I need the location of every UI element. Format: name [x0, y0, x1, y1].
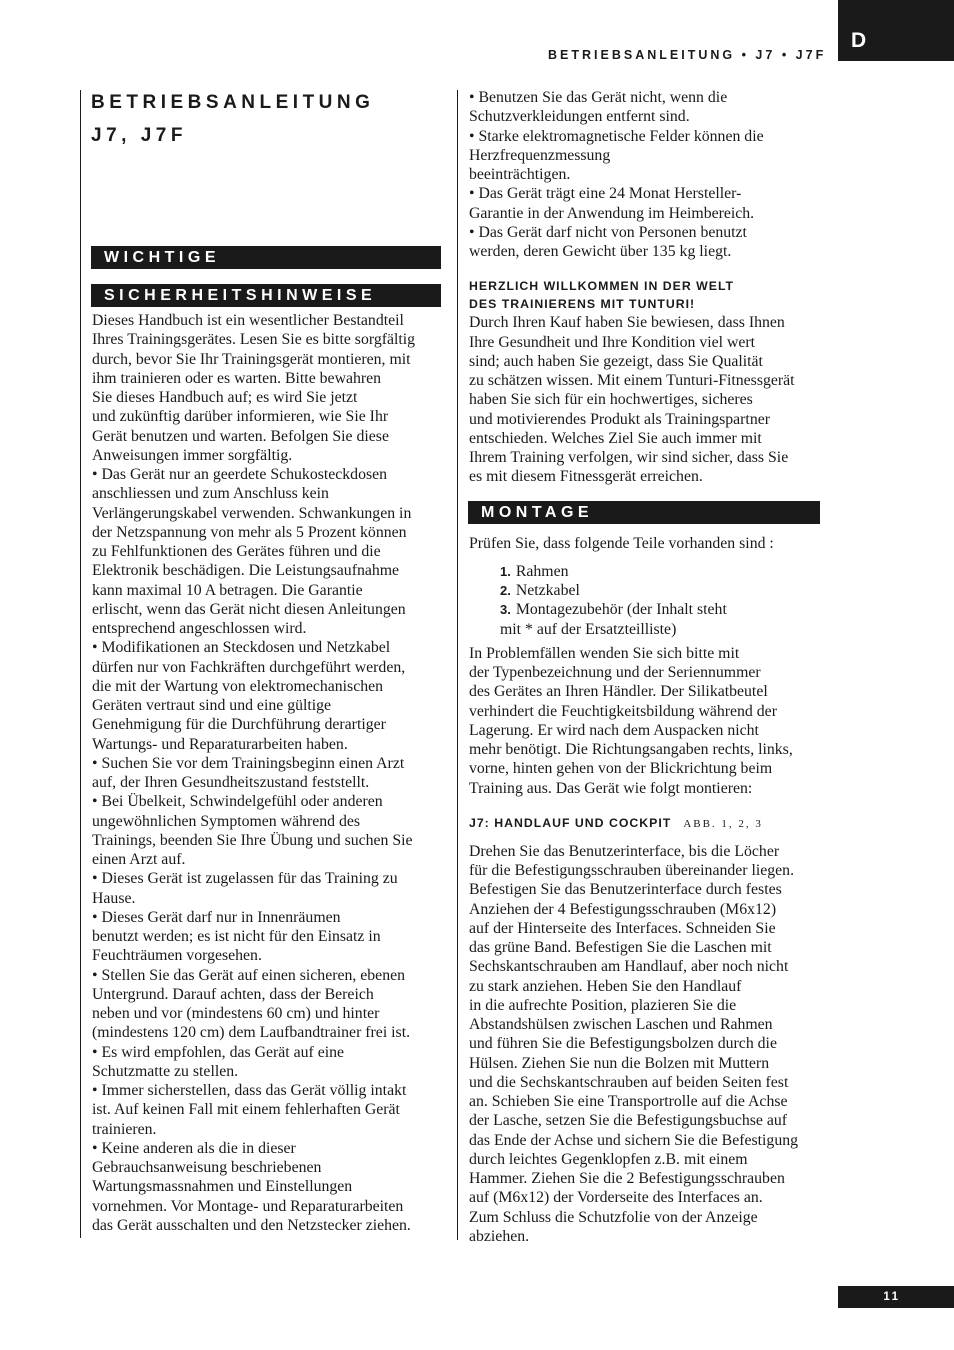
- text-line: Sechskantschrauben am Handlauf, aber noch nicht: [469, 958, 789, 976]
- language-tab-label: D: [851, 29, 867, 52]
- text-line: Sie dieses Handbuch auf; es wird Sie jetzt: [92, 389, 358, 406]
- text-line: Lagerung. Er wird nach dem Auspacken nicht: [469, 721, 759, 739]
- text-line: In Problemfällen wenden Sie sich bitte mit: [469, 644, 740, 662]
- text-line: das grüne Band. Befestigen Sie die Laschen mit: [469, 939, 772, 956]
- parts-list-item: [500, 562, 820, 581]
- text-line: Hammer. Ziehen Sie die 2 Befestigungsschrauben: [469, 1170, 785, 1187]
- parts-list-text: Netzkabel: [515, 582, 580, 599]
- text-line: • Suchen Sie vor dem Trainingsbeginn einen Arzt: [92, 754, 405, 772]
- text-line: durch leichtes Gegenklopfen z.B. mit einem: [469, 1150, 748, 1168]
- text-line: haben Sie sich für ein hochwertiges, sicheres: [469, 391, 753, 409]
- left-column: [80, 90, 441, 1238]
- parts-list: [500, 562, 820, 620]
- text-line: zu schätzen wissen. Mit einem Tunturi-Fitnessgerät: [469, 372, 795, 389]
- text-line: ihm trainieren oder es warten. Bitte bewahren: [92, 369, 382, 387]
- text-line: Anziehen der 4 Befestigungsschrauben (M6x12): [469, 900, 777, 918]
- text-line: in die aufrechte Position, plazieren Sie die: [469, 996, 737, 1014]
- text-line: und zukünftig darüber informieren, wie Sie Ihr: [92, 408, 389, 426]
- text-line: es mit diesem Fitnessgerät erreichen.: [469, 468, 703, 486]
- welcome-heading-line1: HERZLICH WILLKOMMEN IN DER WELT: [469, 279, 735, 294]
- parts-list-text: Rahmen: [515, 562, 569, 580]
- section-heading-sicherheitshinweise: SICHERHEITSHINWEISE: [91, 284, 441, 307]
- text-line: des Gerätes an Ihren Händler. Der Silikatbeutel: [469, 683, 768, 701]
- page-title-line1: BETRIEBSANLEITUNG: [91, 92, 375, 113]
- text-line: zu stark anziehen. Heben Sie den Handlauf: [469, 977, 742, 995]
- text-line: und die Sechskantschrauben auf beiden Seiten fest: [469, 1073, 789, 1091]
- text-line: auf (M6x12) der Vorderseite des Interfaces an.: [469, 1189, 763, 1207]
- text-line: ist. Auf keinen Fall mit einem fehlerhaften Gerät: [92, 1101, 400, 1119]
- text-line: ungewöhnlichen Symptomen während des: [92, 812, 361, 830]
- text-line: anschliessen und zum Anschluss kein: [92, 485, 329, 503]
- text-line: Anweisungen immer sorgfältig.: [92, 446, 293, 464]
- text-line: der Typenbezeichnung und der Seriennummer: [469, 664, 761, 681]
- text-line: dürfen nur von Fachkräften durchgeführt werden,: [92, 658, 406, 676]
- language-tab: [838, 0, 954, 61]
- text-line: an. Schieben Sie eine Transportrolle auf die Achse: [469, 1093, 788, 1110]
- text-line: Untergrund. Darauf achten, dass der Bereich: [92, 985, 374, 1003]
- text-line: auf, der Ihren Gesundheitszustand feststellt.: [92, 774, 370, 791]
- text-line: Ihre Gesundheit und Ihre Kondition viel wert: [469, 333, 756, 351]
- text-line: Verlängerungskabel verwenden. Schwankungen in: [92, 504, 412, 522]
- section-heading-montage: MONTAGE: [468, 501, 820, 524]
- text-line: Training aus. Das Gerät wie folgt montieren:: [469, 779, 753, 797]
- text-line: mehr benötigt. Die Richtungsangaben rechts, links,: [469, 741, 793, 758]
- text-line: zu Fehlfunktionen des Gerätes führen und die: [92, 543, 381, 560]
- text-line: Ihrem Training verfolgen, wir sind sicher, dass Sie: [469, 449, 789, 466]
- text-line: • Das Gerät darf nicht von Personen benutzt: [469, 223, 747, 241]
- parts-list-item: [500, 600, 820, 619]
- montage-intro: Prüfen Sie, dass folgende Teile vorhanden sind :: [469, 534, 774, 552]
- page-number-label: 11: [883, 1291, 901, 1303]
- welcome-heading: [469, 277, 820, 313]
- parts-list-text: Montagezubehör (der Inhalt steht: [515, 601, 727, 619]
- text-line: entsprechend angeschlossen wird.: [92, 620, 307, 637]
- page-number: [838, 1286, 954, 1308]
- text-line: der Netzspannung von mehr als 5 Prozent können: [92, 523, 407, 541]
- text-line: • Bei Übelkeit, Schwindelgefühl oder anderen: [92, 793, 383, 811]
- text-line: einen Arzt auf.: [92, 851, 186, 868]
- text-line: • Starke elektromagnetische Felder können die: [469, 127, 764, 145]
- text-line: verhindert die Feuchtigkeitsbildung während der: [469, 702, 777, 720]
- text-line: (mindestens 120 cm) dem Laufbandtrainer frei ist.: [92, 1024, 411, 1042]
- text-line: Schutzverkleidungen entfernt sind.: [469, 108, 690, 126]
- right-column: [457, 89, 820, 1245]
- text-line: Herzfrequenzmessung: [469, 146, 611, 164]
- text-line: und motivierendes Produkt als Trainingspartner: [469, 410, 770, 428]
- text-line: die mit der Wartung von elektromechanischen: [92, 677, 384, 695]
- text-line: das Gerät ausschalten und den Netzstecker ziehen.: [92, 1216, 411, 1234]
- text-line: beeinträchtigen.: [469, 166, 571, 183]
- parts-list-number: 1.: [500, 563, 511, 579]
- text-line: Elektronik beschädigen. Die Leistungsaufnahme: [92, 562, 400, 580]
- text-line: Gerät benutzen und warten. Befolgen Sie diese: [92, 427, 389, 445]
- text-line: der Lasche, setzen Sie die Befestigungsbuchse auf: [469, 1112, 788, 1130]
- text-line: für die Befestigungsschrauben übereinander liegen.: [469, 862, 795, 879]
- text-line: auf der Hinterseite des Interfaces. Schneiden Sie: [469, 919, 776, 937]
- text-line: • Keine anderen als die in dieser: [92, 1139, 296, 1157]
- welcome-text: [469, 313, 820, 486]
- text-line: neben und vor (mindestens 60 cm) und hinter: [92, 1005, 380, 1022]
- text-line: erlischt, wenn das Gerät nicht diesen Anleitungen: [92, 600, 406, 618]
- text-line: werden, deren Gewicht über 135 kg liegt.: [469, 243, 732, 260]
- j7-heading-label: J7: HANDLAUF UND COCKPIT: [469, 815, 672, 830]
- figure-reference: ABB. 1, 2, 3: [683, 817, 763, 830]
- text-line: Ihres Trainingsgerätes. Lesen Sie es bitte sorgfältig: [92, 331, 416, 349]
- text-line: entschieden. Welches Ziel Sie auch immer mit: [469, 429, 762, 447]
- j7-heading: [469, 814, 820, 833]
- text-line: trainieren.: [92, 1120, 157, 1138]
- text-line: Hause.: [92, 889, 136, 907]
- text-line: abziehen.: [469, 1227, 530, 1245]
- welcome-heading-line2: DES TRAINIERENS MIT TUNTURI!: [469, 297, 696, 312]
- text-line: und führen Sie die Befestigungsbolzen durch die: [469, 1035, 777, 1053]
- running-header: BETRIEBSANLEITUNG • J7 • J7F: [548, 48, 827, 62]
- parts-list-continuation: mit * auf der Ersatzteilliste): [500, 620, 677, 638]
- text-line: sind; auch haben Sie gezeigt, dass Sie Qualität: [469, 352, 763, 370]
- parts-list-item: [500, 581, 820, 600]
- text-line: das Ende der Achse und sichern Sie die Befestigung: [469, 1131, 799, 1149]
- text-line: Feuchträumen vorgesehen.: [92, 947, 262, 965]
- text-line: Abstandshülsen zwischen Laschen und Rahmen: [469, 1016, 773, 1033]
- text-line: Schutzmatte zu stellen.: [92, 1062, 239, 1080]
- text-line: Wartungsmassnahmen und Einstellungen: [92, 1178, 353, 1196]
- text-line: Dieses Handbuch ist ein wesentlicher Bestandteil: [92, 312, 404, 329]
- text-line: Garantie in der Anwendung im Heimbereich.: [469, 204, 755, 222]
- section-heading-wichtige: WICHTIGE: [91, 246, 441, 269]
- text-line: Wartungs- und Reparaturarbeiten haben.: [92, 735, 348, 753]
- page-title-line2: J7, J7F: [91, 125, 187, 146]
- parts-list-number: 2.: [500, 583, 511, 598]
- montage-text: [469, 644, 820, 798]
- text-line: benutzt werden; es ist nicht für den Einsatz in: [92, 928, 381, 945]
- text-line: Genehmigung für die Durchführung derartiger: [92, 716, 386, 734]
- text-line: Befestigen Sie das Benutzerinterface durch festes: [469, 881, 782, 899]
- text-line: Gebrauchsanweisung beschriebenen: [92, 1159, 322, 1176]
- text-line: • Benutzen Sie das Gerät nicht, wenn die: [469, 89, 728, 106]
- text-line: • Es wird empfohlen, das Gerät auf eine: [92, 1043, 345, 1061]
- text-line: • Modifikationen an Steckdosen und Netzkabel: [92, 639, 391, 657]
- text-line: • Dieses Gerät darf nur in Innenräumen: [92, 908, 341, 926]
- text-line: durch, bevor Sie Ihr Trainingsgerät montieren, mit: [92, 350, 411, 368]
- text-line: kann maximal 10 A betragen. Die Garantie: [92, 581, 363, 599]
- text-line: Durch Ihren Kauf haben Sie bewiesen, dass Ihnen: [469, 314, 785, 332]
- text-line: • Das Gerät nur an geerdete Schukosteckdosen: [92, 466, 388, 483]
- text-line: Zum Schluss die Schutzfolie von der Anzeige: [469, 1208, 758, 1226]
- text-line: Drehen Sie das Benutzerinterface, bis die Löcher: [469, 842, 780, 860]
- text-line: • Dieses Gerät ist zugelassen für das Training zu: [92, 870, 398, 888]
- text-line: • Das Gerät trägt eine 24 Monat Hersteller-: [469, 185, 742, 203]
- text-line: vorne, hinten gehen von der Blickrichtung beim: [469, 760, 773, 778]
- text-line: Geräten vertraut sind und eine gültige: [92, 697, 332, 714]
- text-line: • Immer sicherstellen, dass das Gerät völlig intakt: [92, 1082, 407, 1099]
- parts-list-number: 3.: [500, 602, 511, 618]
- text-line: • Stellen Sie das Gerät auf einen sicheren, ebenen: [92, 966, 406, 984]
- j7-text: [469, 842, 820, 1246]
- text-line: Hülsen. Ziehen Sie nun die Bolzen mit Muttern: [469, 1054, 770, 1072]
- safety-text: [92, 311, 441, 1235]
- safety-text-continued: [469, 88, 820, 261]
- text-line: vornehmen. Vor Montage- und Reparaturarbeiten: [92, 1197, 404, 1215]
- text-line: Trainings, beenden Sie Ihre Übung und suchen Sie: [92, 831, 413, 849]
